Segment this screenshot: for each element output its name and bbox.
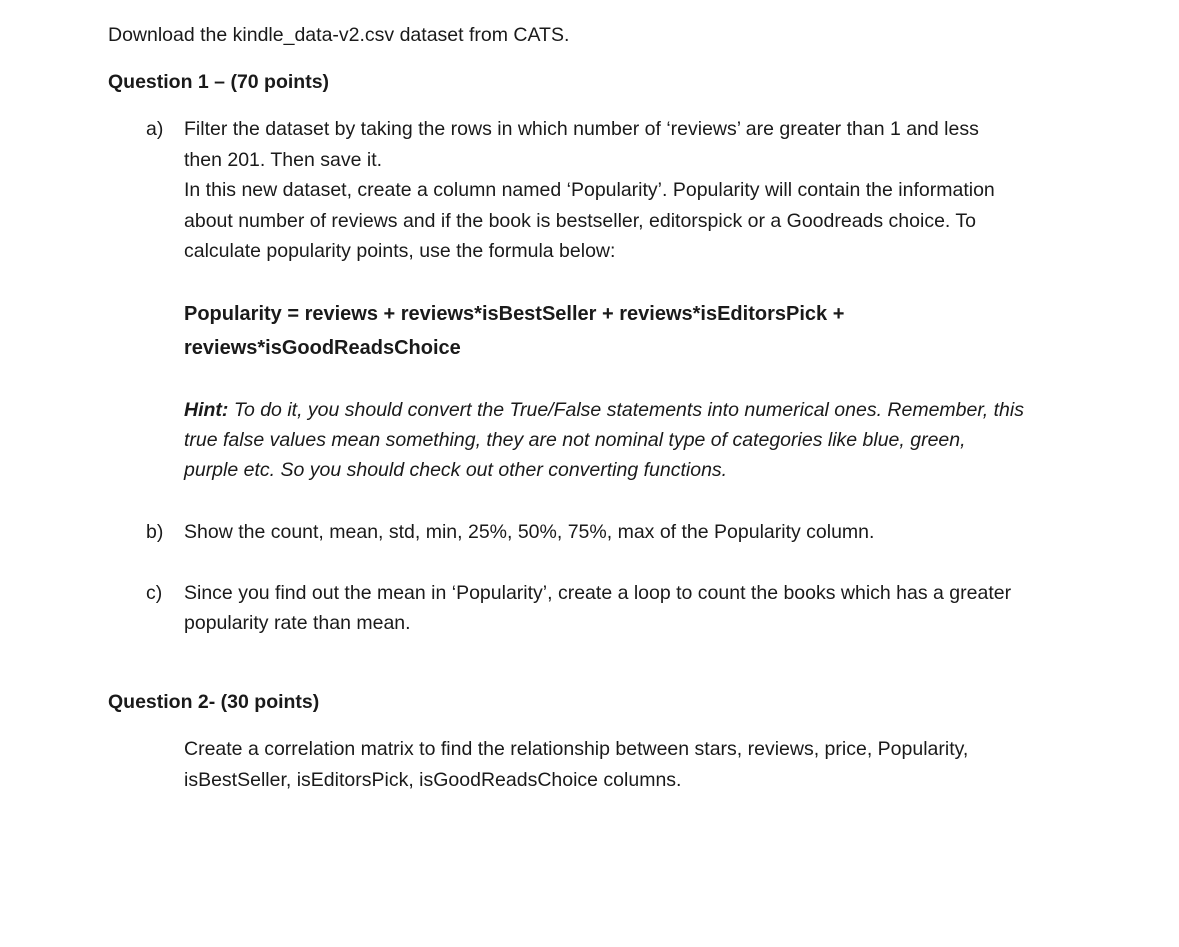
item-a-line-4: about number of reviews and if the book is bestseller, editorspick or a Goodreads choice. To (184, 210, 976, 232)
item-c-line-1: Since you find out the mean in ‘Popularity’, create a loop to count the books which has a greater (184, 582, 1012, 604)
hint-line-1 (184, 395, 1024, 425)
hint-line-3: purple etc. So you should check out other converting functions. (184, 459, 728, 481)
item-c-label: c) (146, 582, 163, 604)
question-2-heading: Question 2- (30 points) (108, 691, 320, 713)
hint-text-1: To do it, you should convert the True/False statements into numerical ones. Remember, this (228, 399, 1024, 421)
question-1-heading: Question 1 – (70 points) (108, 71, 330, 93)
item-b-line-1: Show the count, mean, std, min, 25%, 50%, 75%, max of the Popularity column. (184, 521, 875, 543)
item-a-line-1: Filter the dataset by taking the rows in which number of ‘reviews’ are greater than 1 and less (184, 118, 979, 140)
intro-text: Download the kindle_data-v2.csv dataset from CATS. (108, 24, 570, 46)
hint-label: Hint: (184, 399, 229, 421)
item-a-line-5: calculate popularity points, use the formula below: (184, 240, 616, 262)
item-a-line-2: then 201. Then save it. (184, 149, 383, 171)
item-a-line-3: In this new dataset, create a column named ‘Popularity’. Popularity will contain the information (184, 179, 995, 201)
item-a-label: a) (146, 118, 164, 140)
q2-line-2: isBestSeller, isEditorsPick, isGoodReadsChoice columns. (184, 769, 682, 791)
q2-line-1: Create a correlation matrix to find the relationship between stars, reviews, price, Popularity, (184, 738, 969, 760)
formula-line-1: Popularity = reviews + reviews*isBestSeller + reviews*isEditorsPick + (184, 303, 845, 325)
item-c-line-2: popularity rate than mean. (184, 612, 411, 634)
item-b-label: b) (146, 521, 164, 543)
formula-line-2: reviews*isGoodReadsChoice (184, 337, 461, 359)
hint-line-2: true false values mean something, they are not nominal type of categories like blue, green, (184, 429, 966, 451)
